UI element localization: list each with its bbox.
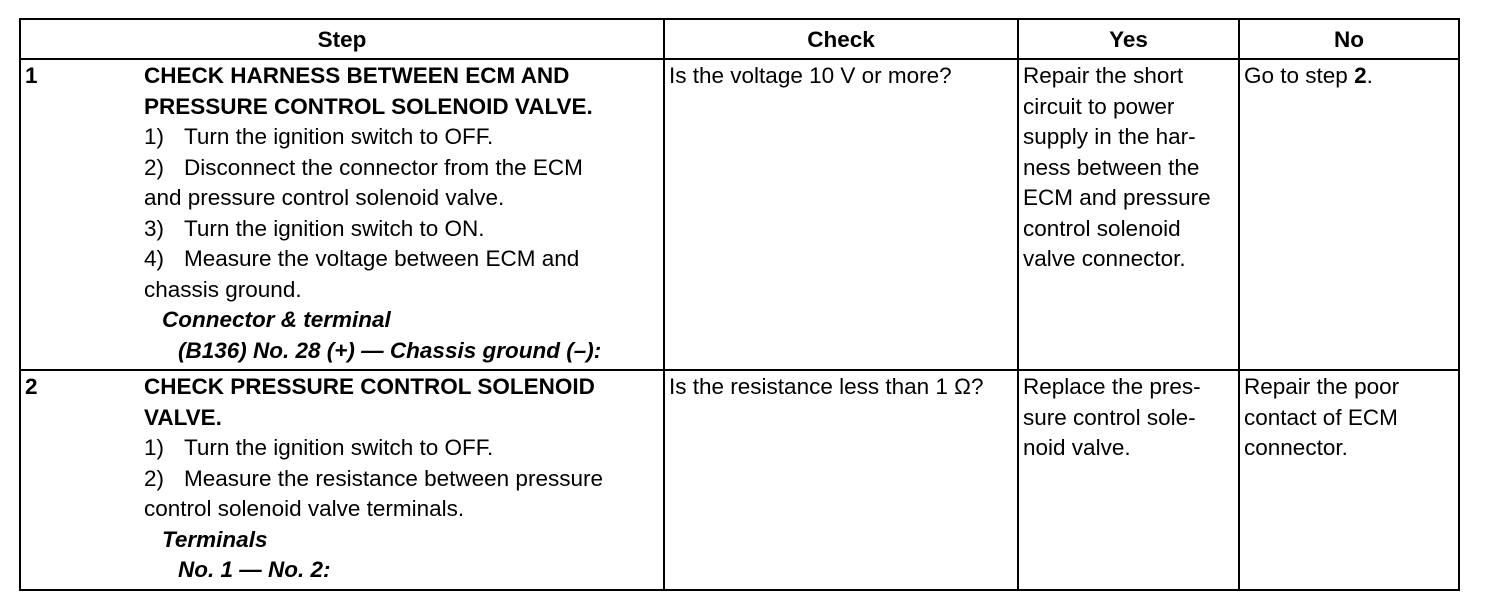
sub-step-number: 1)	[144, 124, 165, 149]
terminal-value: (B136) No. 28 (+) — Chassis ground (–):	[178, 337, 602, 363]
diagnostic-table	[19, 18, 1460, 591]
yes-line: circuit to power	[1023, 93, 1175, 119]
sub-step-number: 2)	[144, 465, 165, 491]
yes-cell	[1018, 370, 1239, 590]
no-cell	[1239, 59, 1459, 370]
sub-step	[144, 244, 659, 275]
sub-step	[144, 122, 659, 153]
sub-step-text: Turn the ignition switch to OFF.	[184, 435, 494, 460]
sub-step-number: 4)	[144, 246, 165, 271]
table-row	[20, 370, 1459, 590]
step-number: 2	[20, 370, 140, 590]
check-cell: Is the voltage 10 V or more?	[664, 59, 1018, 370]
sub-step	[144, 153, 659, 184]
yes-line: Replace the pres-	[1023, 374, 1201, 399]
step-description	[140, 59, 664, 370]
sub-step-number: 3)	[144, 215, 165, 241]
sub-step-continuation: chassis ground.	[144, 276, 302, 302]
header-no: No	[1239, 19, 1459, 59]
table-row	[20, 59, 1459, 370]
no-cell	[1239, 370, 1459, 590]
sub-step-number: 2)	[144, 154, 165, 180]
sub-step-continuation: control solenoid valve terminals.	[144, 496, 465, 521]
header-check: Check	[664, 19, 1018, 59]
sub-step	[144, 214, 659, 245]
sub-step-text: Measure the voltage between ECM and	[184, 246, 580, 271]
no-text: Go to step	[1244, 63, 1355, 88]
step-description	[140, 370, 664, 590]
no-line: contact of ECM	[1244, 404, 1398, 430]
sub-step-text: Turn the ignition switch to ON.	[184, 215, 485, 241]
step-title-line: PRESSURE CONTROL SOLENOID VALVE.	[144, 93, 593, 119]
sub-step-continuation: and pressure control solenoid valve.	[144, 185, 505, 210]
yes-line: ECM and pressure	[1023, 185, 1211, 210]
yes-line: ness between the	[1023, 154, 1200, 180]
no-line: connector.	[1244, 435, 1348, 460]
yes-line: sure control sole-	[1023, 404, 1196, 430]
terminal-label: Terminals	[162, 526, 268, 552]
step-number: 1	[20, 59, 140, 370]
sub-step-number: 1)	[144, 435, 165, 460]
terminal-label: Connector & terminal	[162, 307, 391, 332]
yes-line: supply in the har-	[1023, 124, 1196, 149]
header-yes: Yes	[1018, 19, 1239, 59]
no-line: Repair the poor	[1244, 374, 1400, 399]
step-title-line: VALVE.	[144, 404, 222, 430]
yes-line: valve connector.	[1023, 246, 1186, 271]
yes-cell	[1018, 59, 1239, 370]
yes-line: noid valve.	[1023, 435, 1131, 460]
sub-step-text: Turn the ignition switch to OFF.	[184, 124, 494, 149]
sub-step-text: Measure the resistance between pressure	[184, 465, 603, 491]
no-step-reference: 2	[1354, 63, 1367, 88]
check-cell: Is the resistance less than 1 Ω?	[664, 370, 1018, 590]
sub-step	[144, 433, 659, 464]
step-title-line: CHECK HARNESS BETWEEN ECM AND	[144, 63, 570, 88]
yes-line: control solenoid	[1023, 215, 1181, 241]
sub-step-text: Disconnect the connector from the ECM	[184, 154, 583, 180]
yes-line: Repair the short	[1023, 63, 1184, 88]
terminal-value: No. 1 — No. 2:	[178, 557, 331, 582]
no-suffix: .	[1366, 63, 1373, 88]
header-row	[20, 19, 1459, 59]
step-title-line: CHECK PRESSURE CONTROL SOLENOID	[144, 374, 595, 399]
sub-step	[144, 464, 659, 495]
header-step: Step	[20, 19, 664, 59]
